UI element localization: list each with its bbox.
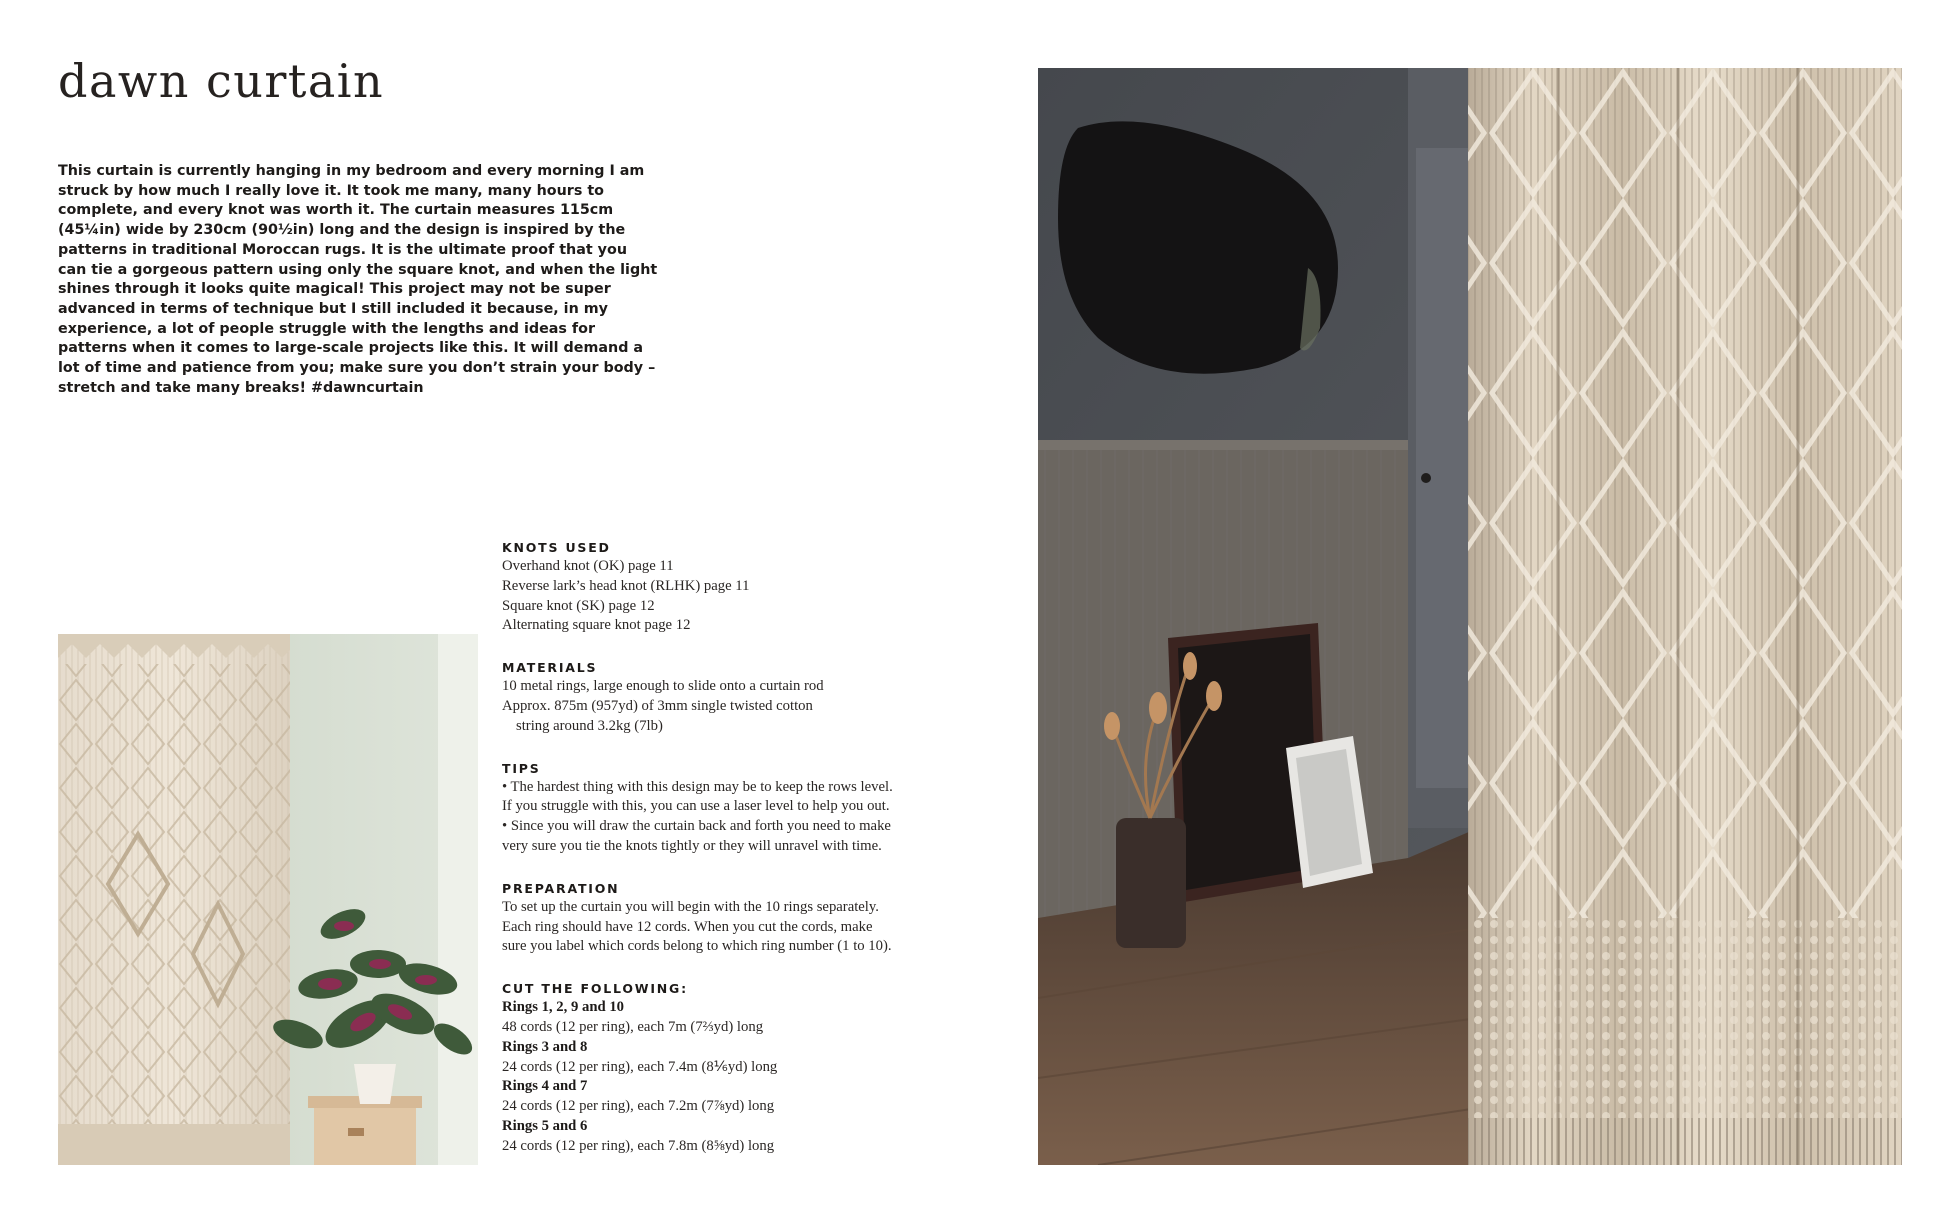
tips-line: very sure you tie the knots tightly or they will unravel with time. [502, 837, 882, 854]
preparation-section [502, 879, 942, 957]
tips-line: • The hardest thing with this design may be to keep the rows level. [502, 778, 893, 795]
instructions-column [502, 538, 942, 1179]
tips-line: If you struggle with this, you can use a laser level to help you out. [502, 798, 890, 815]
materials-heading: MATERIALS [502, 660, 598, 676]
intro-paragraph: This curtain is currently hanging in my bedroom and every morning I am struck by how much I really love it. It took me many, many hours to complete, and every knot was worth it. The curtain measures 115cm (45¼in) wide by 230cm (90½in) long and the design is inspired by the patterns in traditional Moroccan rugs. It is the ultimate proof that you can tie a gorgeous pattern using only the square knot, and when the light shines through it looks quite magical! This project may not be super advanced in terms of technique but I still included it because, in my experience, a lot of people struggle with the lengths and ideas for patterns when it comes to large-scale projects like this. It will demand a lot of time and patience from you; make sure you don’t strain your body – stretch and take many breaks! #dawncurtain [58, 163, 658, 396]
knot-item: Alternating square knot page 12 [502, 617, 691, 634]
knot-item: Square knot (SK) page 12 [502, 597, 655, 614]
preparation-line: sure you label which cords belong to which ring number (1 to 10). [502, 938, 892, 955]
tips-section [502, 759, 942, 857]
photo-curtain-in-hallway [1038, 68, 1902, 1165]
ring-group-label: Rings 1, 2, 9 and 10 [502, 999, 625, 1016]
page-title: dawn curtain [58, 54, 385, 108]
preparation-heading: PREPARATION [502, 880, 620, 896]
ring-group-detail: 24 cords (12 per ring), each 7.8m (8⅝yd) long [502, 1137, 775, 1154]
ring-group-label: Rings 4 and 7 [502, 1078, 588, 1095]
knots-section [502, 538, 942, 636]
photo-curtain-with-plant [58, 634, 478, 1165]
ring-group-detail: 48 cords (12 per ring), each 7m (7⅔yd) long [502, 1018, 764, 1035]
cut-section [502, 979, 942, 1156]
knots-heading: KNOTS USED [502, 540, 611, 555]
ring-group-detail: 24 cords (12 per ring), each 7.4m (8⅙yd) long [502, 1058, 778, 1075]
tips-line: • Since you will draw the curtain back and forth you need to make [502, 818, 891, 835]
ring-group-label: Rings 3 and 8 [502, 1038, 588, 1055]
tips-heading: TIPS [502, 760, 541, 776]
ring-group-detail: 24 cords (12 per ring), each 7.2m (7⅞yd) long [502, 1098, 775, 1115]
materials-section [502, 658, 942, 736]
material-item: string around 3.2kg (7lb) [516, 717, 663, 734]
preparation-line: Each ring should have 12 cords. When you cut the cords, make [502, 918, 873, 935]
knot-item: Overhand knot (OK) page 11 [502, 558, 674, 574]
knot-item: Reverse lark’s head knot (RLHK) page 11 [502, 577, 750, 594]
ring-group-label: Rings 5 and 6 [502, 1117, 588, 1134]
material-item: 10 metal rings, large enough to slide onto a curtain rod [502, 678, 824, 695]
material-item: Approx. 875m (957yd) of 3mm single twisted cotton [502, 697, 813, 714]
preparation-line: To set up the curtain you will begin with the 10 rings separately. [502, 898, 879, 915]
cut-heading: CUT THE FOLLOWING: [502, 981, 688, 997]
